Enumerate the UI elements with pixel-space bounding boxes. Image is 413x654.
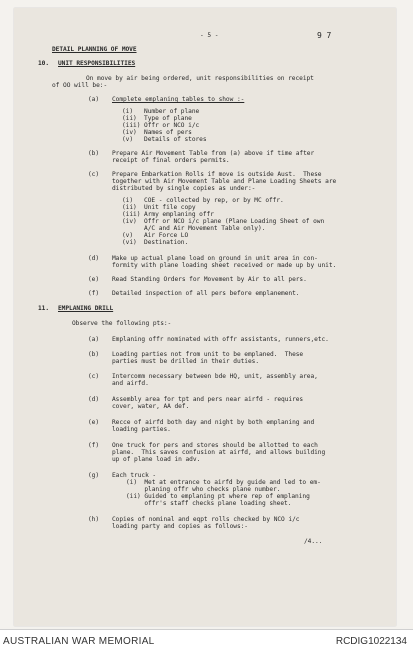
item-a-label: (a) bbox=[88, 96, 100, 103]
drill-g-line-3: planing offr who checks plane number. bbox=[126, 486, 281, 493]
drill-d-label: (d) bbox=[88, 396, 100, 403]
list-item: (ii) Type of plane bbox=[122, 115, 192, 122]
item-c-line-2: together with Air Movement Table and Plane Loading Sheets are bbox=[112, 178, 337, 185]
drill-b-label: (b) bbox=[88, 351, 100, 358]
drill-g-label: (g) bbox=[88, 472, 100, 479]
list-item: (iii) Army emplaning offr bbox=[122, 211, 214, 218]
item-d-line: Make up actual plane load on ground in unit area in con- bbox=[112, 255, 318, 262]
item-b-line-2: receipt of final orders permits. bbox=[112, 157, 230, 164]
drill-a-label: (a) bbox=[88, 336, 100, 343]
list-item: (ii) Unit file copy bbox=[122, 204, 196, 211]
continuation-marker: /4... bbox=[304, 538, 323, 545]
list-item: (i) Number of plane bbox=[122, 108, 200, 115]
section-title: DETAIL PLANNING OF MOVE bbox=[52, 46, 137, 53]
drill-c-line: Intercomm necessary between bde HQ, unit, assembly area, bbox=[112, 373, 318, 380]
item-e-line: Read Standing Orders for Movement by Air to all pers. bbox=[112, 276, 307, 283]
drill-b-line-2: parties must be drilled in their duties. bbox=[112, 358, 260, 365]
item-e-label: (e) bbox=[88, 276, 100, 283]
section-10-number: 10. bbox=[38, 60, 50, 67]
section-11-intro: Observe the following pts:- bbox=[72, 320, 172, 327]
section-10-intro-2: of OO will be:- bbox=[52, 82, 108, 89]
drill-h-line-2: loading party and copies as follows:- bbox=[112, 523, 248, 530]
drill-f-line-3: up of plane load in adv. bbox=[112, 456, 201, 463]
item-c-label: (c) bbox=[88, 171, 100, 178]
drill-f-line-2: plane. This saves confusion at airfd, and allows building bbox=[112, 449, 326, 456]
section-11-heading: EMPLANING DRILL bbox=[58, 305, 114, 312]
section-10-intro: On move by air being ordered, unit responsibilities on receipt bbox=[86, 75, 314, 82]
list-item: (iii) Offr or NCO i/c bbox=[122, 122, 200, 129]
drill-h-line: Copies of nominal and eqpt rolls checked by NCO i/c bbox=[112, 516, 300, 523]
drill-g-line: Each truck - bbox=[112, 472, 157, 479]
drill-c-label: (c) bbox=[88, 373, 100, 380]
drill-e-line-2: loading parties. bbox=[112, 426, 171, 433]
archive-name: AUSTRALIAN WAR MEMORIAL bbox=[3, 636, 155, 647]
list-item: (vi) Destination. bbox=[122, 239, 189, 246]
drill-g-line-5: offr's staff checks plane loading sheet. bbox=[126, 500, 292, 507]
list-item: (v) Details of stores bbox=[122, 136, 207, 143]
drill-c-line-2: and airfd. bbox=[112, 380, 149, 387]
item-f-label: (f) bbox=[88, 290, 100, 297]
drill-h-label: (h) bbox=[88, 516, 100, 523]
item-c-line: Prepare Embarkation Rolls if move is outside Aust. These bbox=[112, 171, 322, 178]
archive-reference: RCDIG1022134 bbox=[335, 636, 407, 647]
item-a-text: Complete emplaning tables to show :- bbox=[112, 96, 245, 103]
document-page bbox=[14, 8, 396, 626]
drill-d-line-2: cover, water, AA def. bbox=[112, 403, 190, 410]
list-item: (iv) Names of pers bbox=[122, 129, 192, 136]
drill-e-label: (e) bbox=[88, 419, 100, 426]
drill-e-line: Recce of airfd both day and night by both emplaning and bbox=[112, 419, 315, 426]
item-b-label: (b) bbox=[88, 150, 100, 157]
list-item: (iv) Offr or NCO i/c plane (Plane Loading Sheet of own bbox=[122, 218, 325, 225]
section-11-number: 11. bbox=[38, 305, 50, 312]
drill-g-line-4: (ii) Guided to emplaning pt where rep of emplaning bbox=[126, 493, 310, 500]
drill-a-line: Emplaning offr nominated with offr assistants, runners,etc. bbox=[112, 336, 329, 343]
drill-b-line: Loading parties not from unit to be emplaned. These bbox=[112, 351, 304, 358]
item-b-line: Prepare Air Movement Table from (a) above if time after bbox=[112, 150, 315, 157]
drill-g-line-2: (i) Met at entrance to airfd by guide and led to em- bbox=[126, 479, 321, 486]
archive-footer bbox=[0, 629, 413, 654]
item-c-line-3: distributed by single copies as under:- bbox=[112, 185, 256, 192]
drill-f-label: (f) bbox=[88, 442, 100, 449]
section-10-heading: UNIT RESPONSIBILITIES bbox=[58, 60, 136, 67]
list-item: (v) Air Force LO bbox=[122, 232, 189, 239]
drill-f-line: One truck for pers and stores should be allotted to each bbox=[112, 442, 318, 449]
page-number: - 5 - bbox=[200, 32, 219, 39]
item-f-line: Detailed inspection of all pers before emplanement. bbox=[112, 290, 300, 297]
list-item: (i) COE - collected by rep, or by MC offr. bbox=[122, 197, 284, 204]
drill-d-line: Assembly area for tpt and pers near airfd - requires bbox=[112, 396, 304, 403]
list-item: A/C and Air Movement Table only). bbox=[122, 225, 266, 232]
item-d-line-2: formity with plane loading sheet received or made up by unit. bbox=[112, 262, 337, 269]
item-d-label: (d) bbox=[88, 255, 100, 262]
folio-number: 9 7 bbox=[317, 31, 332, 40]
